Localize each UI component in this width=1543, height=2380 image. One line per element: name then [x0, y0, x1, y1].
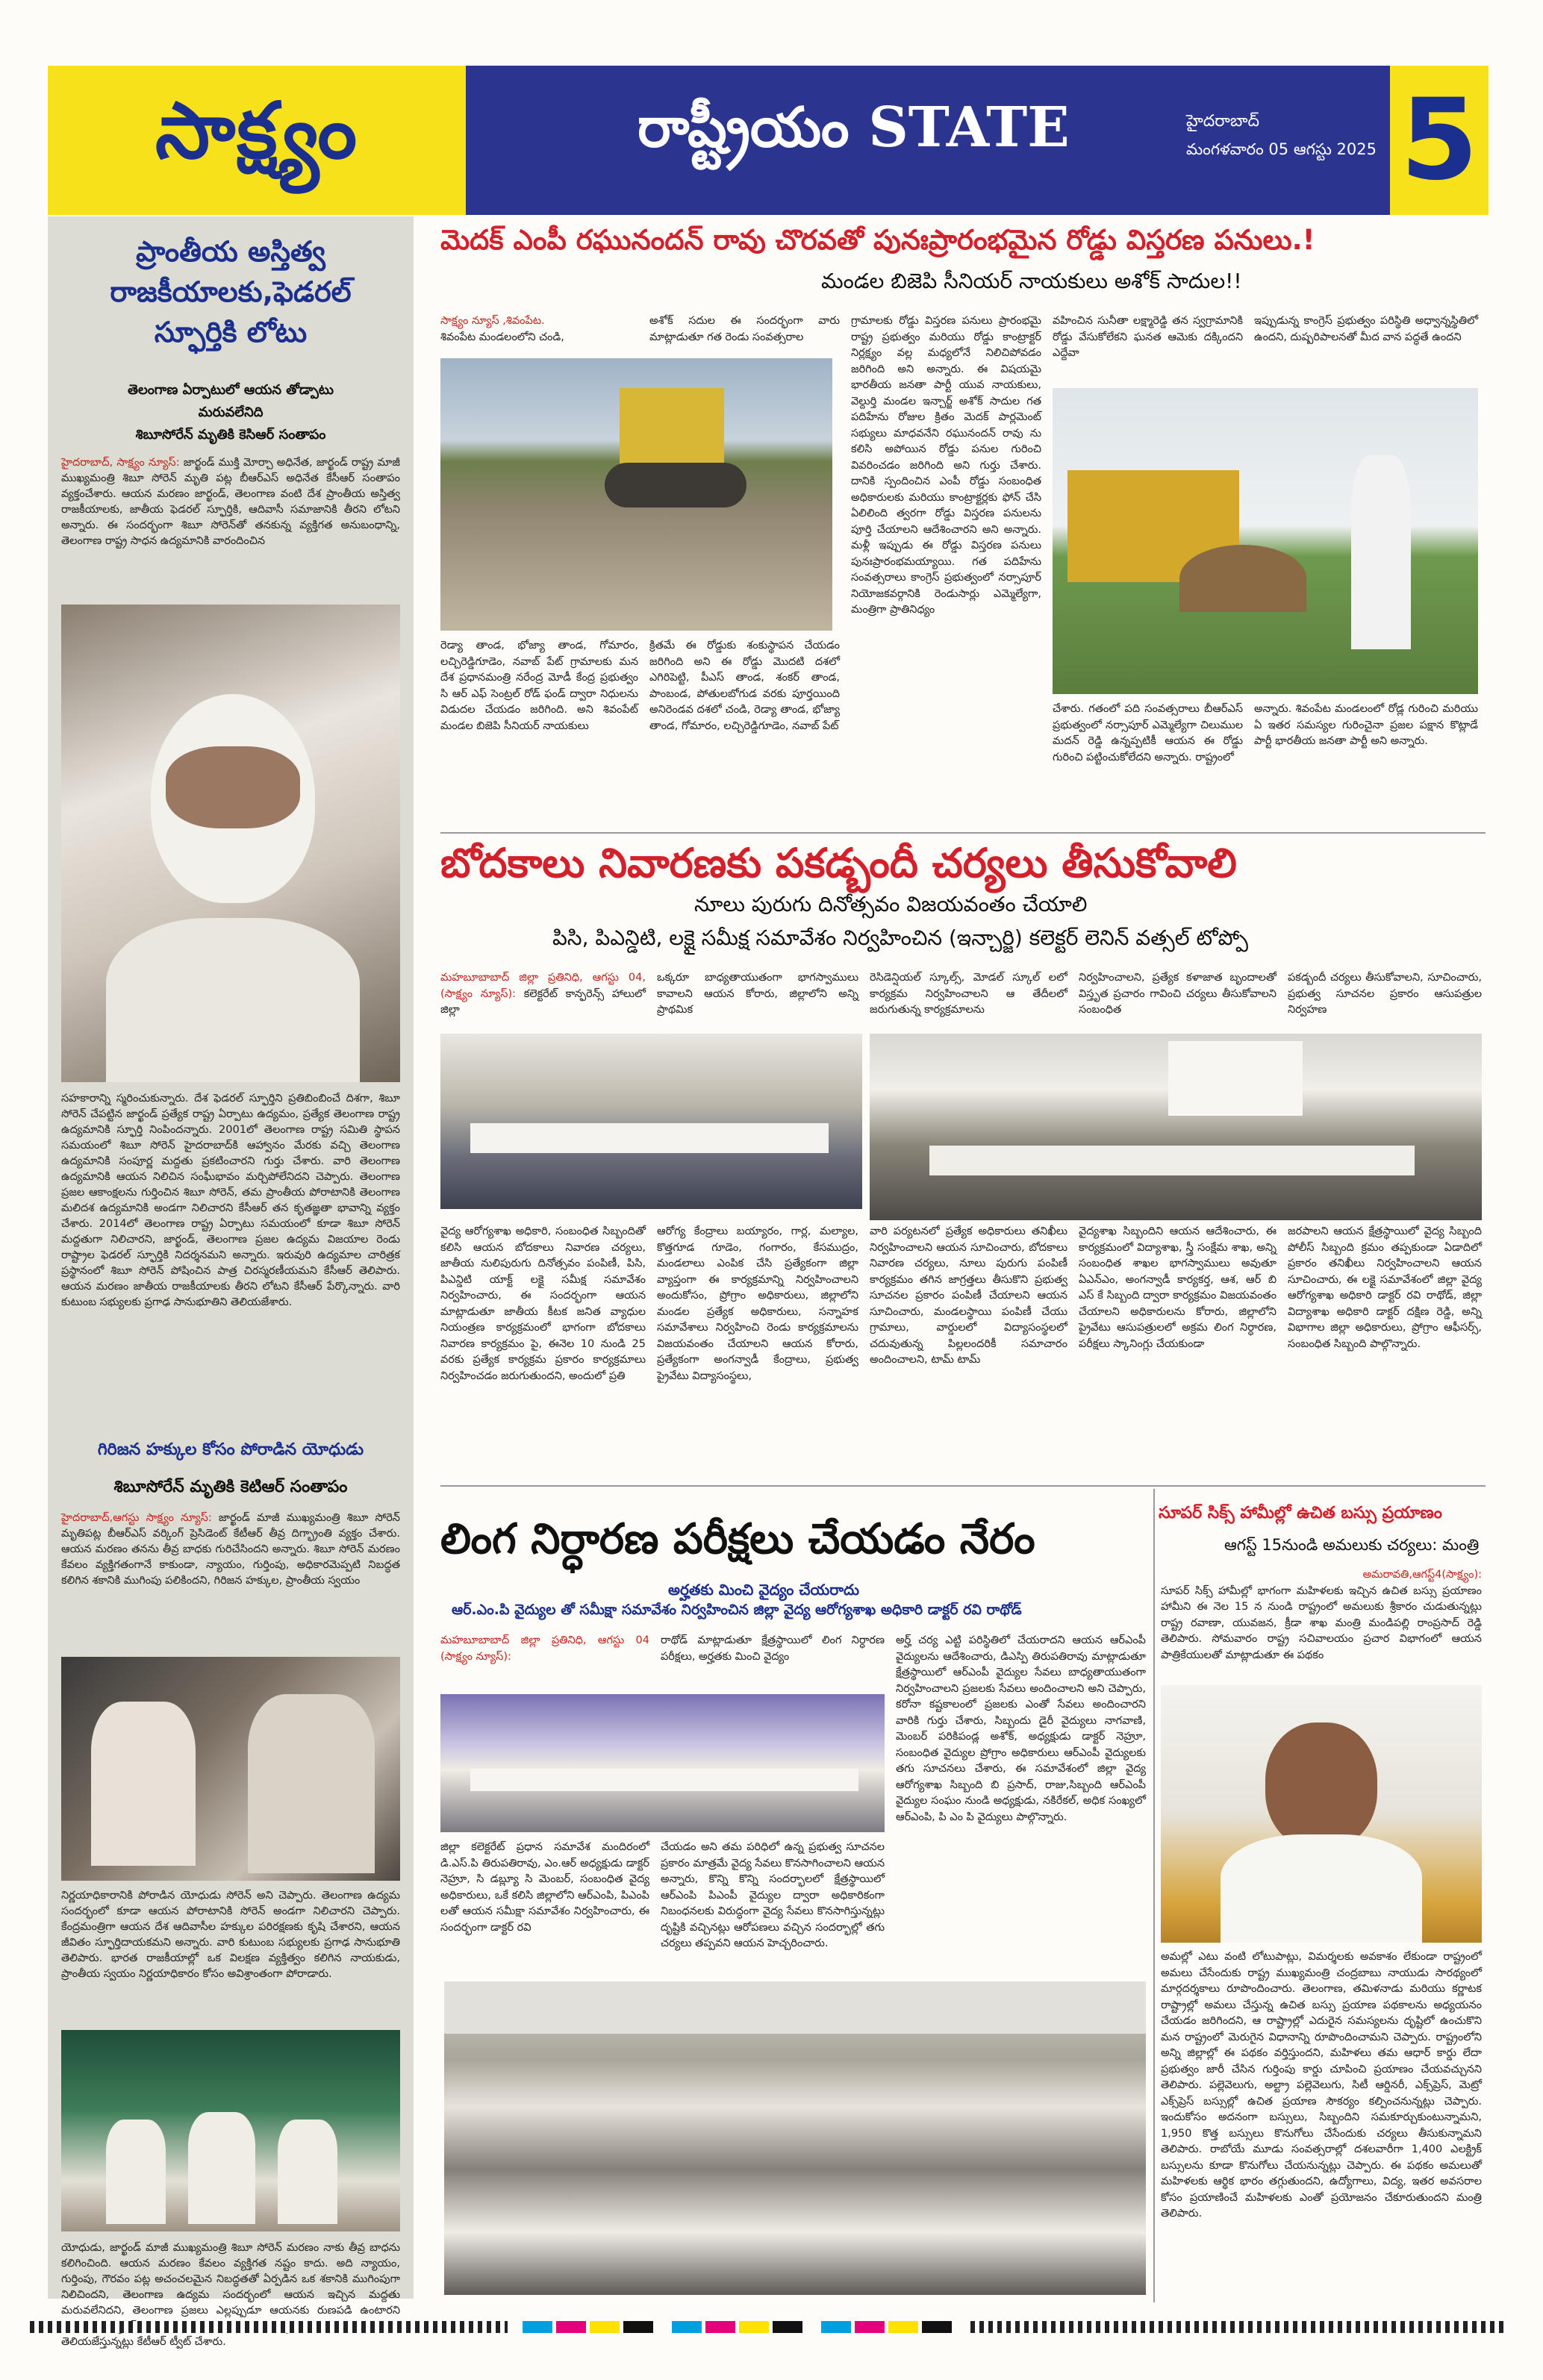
left-headline-2: గిరిజన హక్కుల కోసం పోరాడిన యోధుడు — [97, 1440, 364, 1459]
article2-subhead-2: పిసి, పిఎన్డిటి, లక్షై సమీక్ష సమావేశం నిర్వహించిన (ఇన్చార్జి) కలెక్టర్ లెనిన్ వత్సల్ టోప్పో — [552, 925, 1249, 950]
cyan-swatch — [523, 2321, 552, 2333]
registration-marks — [970, 2321, 1508, 2333]
paragraph: నిర్ణయాధికారానికి పోరాడిన యోధుడు సోరెన్ అని చెప్పారు. తెలంగాణ ఉద్యమ సందర్భంలో కూడా ఆయన పోరాటానికి సోరెన్ అండగా నిలిచారని చెప్పారు. కేంద్రమంత్రిగా ఆయన దేశ ఆదివాసీల హక్కుల పరిరక్షణకు కృషి చేశారని, ఆయన జీవితం స్ఫూర్తిదాయకమని అన్నారు. వారి కుటుంబ సభ్యులకు ప్రగాఢ సానుభూతి తెలిపారు. భారత రాజకీయాల్లో ఒక విలక్షణ వ్యక్తిత్వం కలిగిన నాయకుడు, ప్రాంతీయ స్వయం నిర్ణయాధికారం కోసం అవిశ్రాంతంగా పోరాడారు. — [61, 1890, 400, 1980]
article2-top-col5: పకడ్బందీ చర్యలు తీసుకోవాలని, సూచించారు, ప్రభుత్వ సూచనల ప్రకారం ఆసుపత్రుల నిర్వహణ — [1288, 972, 1482, 1016]
left-subhead-line: శిబూసోరేన్ మృతికి కెసిఆర్ సంతాపం — [135, 427, 326, 443]
paragraph: యోధుడు, జార్ఖండ్ మాజీ ముఖ్యమంత్రి శిబూ సోరెన్ మరణం నాకు తీవ్ర బాధను కలిగించింది. ఆయన మరణం కేవలం వ్యక్తిగత నష్టం కాదు. అది న్యాయం, గుర్తింపు, గౌరవం పట్ల అచంచలమైన నిబద్ధతతో ఏర్పడిన ఒక శకానికి ముగింపుగా నిలిచిందని, తెలంగాణ ఉద్యమ సందర్భంలో ఆయన ఇచ్చిన మద్దతు మరువలేనిదని, తెలంగాణ ప్రజలు ఎల్లప్పుడూ ఆయనకు రుణపడి ఉంటారని తెలియజేస్తున్నట్లు కేటీఆర్ ట్వీట్ చేశారు. — [61, 2242, 400, 2348]
left-body-5 — [61, 2240, 400, 2348]
article3-top-col2: రాథోడ్ మాట్లాడుతూ క్షేత్రస్థాయిలో లింగ నిర్ధారణ పరీక్షలు, అర్హతకు మించి వైద్యం — [661, 1634, 885, 1663]
magenta-swatch — [705, 2321, 735, 2333]
review-meeting-photo-2 — [870, 1034, 1482, 1220]
shibu-soren-photo — [61, 605, 400, 1082]
article3-subhead-2: ఆర్.ఎం.పి వైద్యుల తో సమీక్షా సమావేశం నిర్వహించిన జిల్లా వైద్య ఆరోగ్యశాఖ అధికారి డాక్టర్ రవి రాథోడ్ — [452, 1602, 1022, 1618]
registration-marks — [30, 2321, 508, 2333]
article1-col5-bottom: అన్నారు. శివంపేట మండలంలో రోడ్ల గురించి మరియు ఏ ఇతర సమస్యల గురించైనా ప్రజల పక్షాన కొట్లాడే పార్టీ భారతీయ జనతా పార్టీ అని అన్నారు. — [1254, 703, 1478, 747]
article2-top-col3: రెసిడెన్షియల్ స్కూల్స్, మోడల్ స్కూల్ లలో కార్యక్రమ నిర్వహించాలని ఆ తేదీలలో జరుగుతున్న కార్యక్రమాలను — [870, 972, 1067, 1016]
article3-headline: లింగ నిర్ధారణ పరీక్షలు చేయడం నేరం — [440, 1515, 1035, 1564]
article2-top-col1 — [440, 970, 646, 1026]
dateline: సాక్ష్యం న్యూస్ ,శివంపేట. — [440, 315, 545, 327]
ktr-meeting-photo — [61, 1657, 400, 1881]
dateline: మహబూబాబాద్ జిల్లా ప్రతినిధి, ఆగస్టు 04, (సాక్ష్యం న్యూస్): — [440, 972, 646, 1000]
minister-photo — [1161, 1685, 1482, 1943]
dateline: హైదరాబాద్, సాక్ష్యం న్యూస్: — [61, 457, 180, 469]
public-event-photo — [61, 2030, 400, 2231]
paragraph: జార్ఖండ్ ముక్తి మోర్చా అధినేత, జార్ఖండ్ రాష్ట్ర మాజీ ముఖ్యమంత్రి శిబూ సోరెన్ మృతి పట్ల బీఆర్ఎస్ అధినేత కేసీఆర్ సంతాపం వ్యక్తంచేశారు. ఆయన మరణం జార్ఖండ్, తెలంగాణ వంటి దేశ ప్రాంతీయ అస్తిత్వ రాజకీయాలకు, జాతీయ ఫెడరల్ స్ఫూర్తికి, ఆదివాసీ సమాజానికి తీరని లోటని అన్నారు. ఈ సందర్భంగా శిబూ సోరెన్‌తో తనకున్న వ్యక్తిగత అనుబంధాన్ని, తెలంగాణ రాష్ట్ర సాధన ఉద్యమానికి వారందించిన — [61, 457, 400, 547]
left-headline-line: ప్రాంతీయ అస్తిత్వ — [136, 235, 325, 268]
cyan-swatch — [672, 2321, 702, 2333]
print-registration-strip — [0, 2314, 1543, 2343]
divider — [440, 1485, 1486, 1487]
left-subhead-line: మరువలేనిది — [198, 405, 264, 420]
paragraph: జార్ఖండ్ మాజీ ముఖ్యమంత్రి శిబూ సోరెన్ మృతిపట్ల బీఆర్ఎస్ వర్కింగ్ ప్రెసిడెంట్ కేటీఆర్ తీవ్ర దిగ్భ్రాంతి వ్యక్తం చేశారు. ఆయన మరణం తనను తీవ్ర బాధకు గురిచేసిందని అన్నారు. శిబూ సోరెన్ మరణం కేవలం వ్యక్తిగతంగానే కాకుండా, న్యాయం, గుర్తింపు, అధికారమెప్పటి నిబద్ధత కలిగిన శకానికి ముగింపు పలికిందని, గిరిజన హక్కుల, ప్రాంతీయ స్వయం — [61, 1512, 400, 1587]
masthead — [48, 66, 1489, 215]
article1-subhead: మండల బిజెపి సీనియర్ నాయకులు అశోక్ సాదుల!! — [821, 269, 1242, 293]
section-bar — [466, 66, 1384, 215]
article4-headline: సూపర్ సిక్స్ హామీల్లో ఉచిత బస్సు ప్రయాణం — [1159, 1504, 1442, 1522]
article1-col5-top: ఇప్పుడున్న కాంగ్రెస్ ప్రభుత్వం పరిస్థితి అధ్వాన్నస్థితిలో ఉందని, దుష్పరిపాలనతో మీద వాన పద్ధతే ఉందని — [1254, 315, 1478, 343]
date-label: మంగళవారం 05 ఆగస్టు 2025 — [1186, 140, 1377, 158]
article2-col4: వైద్యశాఖ సిబ్బందిని ఆయన ఆదేశించారు, ఈ కార్యక్రమంలో విద్యాశాఖ, స్త్రీ సంక్షేమ శాఖ, అన్ని సంబంధిత శాఖల భాగస్వాములు అవుతూ ఏఎన్ఎం, అంగన్వాడీ కార్యకర్త, ఆశ, ఆర్ బి ఎస్ కే సిబ్బంది ద్వారా కార్యక్రమం విజయవంతం చేయాలని అధికారులను కోరారు, జిల్లాలోని ప్రైవేటు ఆసుపత్రులలో అక్రమ లింగ నిర్ధారణ, పరీక్షలు స్కానింగ్లు చేయకుండా — [1079, 1225, 1277, 1350]
yellow-swatch — [590, 2321, 620, 2333]
article3-col1: జిల్లా కలెక్టరేట్ ప్రధాన సమావేశ మందిరంలో డి.ఎస్.పి తిరుపతిరావు, ఎం.ఆర్ అధ్యక్షుడు డాక్టర్ నెహ్రూ, సి డబ్ల్యూ సి మెంబర్, సంబంధిత వైద్య అధికారులు, ఒకే కలిసి జిల్లాలోని ఆర్ఎంపి, పిఎంపి లతో ఆయన సమీక్షా సమావేశం నిర్వహించారు, ఈ సందర్భంగా డాక్టర్ రవి — [440, 1841, 649, 1934]
yellow-swatch — [888, 2321, 918, 2333]
article2-col3: వారి పర్యటనలో ప్రత్యేక అధికారులు తనిఖీలు నిర్వహించాలని ఆయన సూచించారు, బోదకాలు నివారణ చర్యలు, నూలు పురుగు పంపిణీ కార్యక్రమం తగిన జాగ్రత్తలు తీసుకొని ప్రభుత్వ సూచనల ప్రకారం పంపిణీ చేయాలని ఆయన సూచించారు, మండలస్థాయి పంపిణీ చేయు గ్రామాలు, వార్డులలో విద్యాసంస్థలలో చదువుతున్న పిల్లలందరికీ సమాచారం అందించాలని, టామ్ టామ్ — [870, 1225, 1067, 1366]
paragraph: సూపర్ సిక్స్ హామీల్లో భాగంగా మహిళలకు ఇచ్చిన ఉచిత బస్సు ప్రయాణం హామీని ఈ నెల 15 న నుండి రాష్ట్రంలో అమలుకు శ్రీకారం చుడుతున్నట్లు రాష్ట్ర రవాణా, యువజన, క్రీడా శాఖ మంత్రి మండిపల్లి రాంప్రసాద్ రెడ్డి తెలిపారు. సోమవారం రాష్ట్ర సచివాలయం ప్రచార విభాగంలో ఆయన పాత్రికేయులతో మాట్లాడుతూ ఈ పథకం — [1161, 1584, 1482, 1661]
rmp-meeting-photo — [440, 1694, 885, 1832]
article1-col4-bottom: చేశారు. గతంలో పది సంవత్సరాలు బీఆర్ఎస్ ప్రభుత్వంలో నర్సాపూర్ ఎమ్మెల్యేగా చిలుముల మదన్ రెడ్డి ఉన్నప్పటికీ ఆయన ఈ రోడ్డు గురించి పట్టించుకోలేదని అన్నారు. రాష్ట్రంలో — [1053, 703, 1243, 763]
logo-text: సాక్ష్యం — [155, 85, 359, 176]
magenta-swatch — [556, 2321, 586, 2333]
article3-col3: అర్హ్ చర్య ఎట్టి పరిస్థితిలో చేయరాదని ఆయన ఆర్ఎంపీ వైద్యులను ఆదేశించారు, డిఎస్పి తిరుపతిరావు మాట్లాడుతూ క్షేత్రస్థాయిలో ఆర్ఎంపీ వైద్యుల సేవలు బాధ్యతాయుతంగా నిర్వహించాలని ప్రజలకు సేవలు అందించాలని అని చెప్పారు, కరోనా కష్టకాలంలో ప్రజలకు ఎంతో సేవలు అందించారని వారికి గుర్తు చేశారు, సిబ్బందు డైరీ వైద్యులు నాగవాణి, మెంబర్ పరికిపండ్ల అశోక్, అధ్యక్షుడు డాక్టర్ నెహ్రూ, సంబంధిత వైద్యుల ప్రోగ్రాం అధికారులు ఆర్ఎంపీ వైద్యులకు తగు సూచనలు చేశారు, ఈ సమావేశంలో జిల్లా వైద్య ఆరోగ్యశాఖ సిబ్బంది బి ప్రసాద్, రాజు,సిబ్బంది ఆర్ఎంపీ వైద్యుల సంఘం నుండి అధ్యక్షుడు, నకిరేకల్, అధిక సంఖ్యలో ఆర్ఎంపి, పి ఎం పి వైద్యులు పాల్గొన్నారు. — [896, 1634, 1146, 1823]
left-headline-line: రాజకీయాలకు,ఫెడరల్ — [110, 275, 352, 308]
left-body-1 — [61, 455, 400, 597]
left-subhead — [61, 379, 400, 446]
left-headline-line: స్ఫూర్తికి లోటు — [154, 316, 308, 349]
left-subhead-2: శిబూసోరేన్ మృతికి కెటిఆర్ సంతాపం — [113, 1478, 348, 1496]
cyan-swatch — [821, 2321, 851, 2333]
article2-col2: ఆరోగ్య కేంద్రాలు బయ్యారం, గార్ల, మల్యాల, కొత్తగూడ గూడెం, గంగారం, కేసముద్రం, మండలాలు ఎంపిక చేసి ప్రత్యేకంగా జిల్లా వ్యాప్తంగా ఈ కార్యక్రమాన్ని నిర్వహించాలని అందుకోసం, ప్రోగ్రాం అధికారులు, జిల్లాలోని మండల ప్రత్యేక అధికారులు, సన్నాహక సమావేశాలు నిర్వహించి రెండు కార్యక్రమాలను విజయవంతం చేయాలని ఆయన కోరారు, ప్రత్యేకంగా అంగన్వాడీ కేంద్రాలు, ప్రభుత్వ ప్రైవేటు విద్యాసంస్థలు, — [657, 1225, 858, 1382]
truck-unloading-photo — [1053, 388, 1478, 694]
newspaper-logo — [48, 66, 466, 215]
left-body-2 — [61, 1091, 400, 1419]
article1-col1-top — [440, 313, 638, 354]
article2-col5: జరపాలని ఆయన క్షేత్రస్థాయిలో వైద్య సిబ్బంది పోలీస్ సిబ్బంది క్రమం తప్పకుండా ఏడాదిలో ప్రకారం తనిఖీలు నిర్వహించాలని ఆయన సూచించారు, ఈ లక్షై సమావేశంలో జిల్లా వైద్య ఆరోగ్యశాఖ అధికారి డాక్టర్ రవి రాథోడ్, జిల్లా విద్యాశాఖ అధికారి డాక్టర్ దక్షిణ రెడ్డి, అన్ని విభాగాల జిల్లా అధికారులు, ప్రోగ్రాం ఆఫీసర్స్, సంబంధిత సిబ్బంది పాల్గొన్నారు. — [1288, 1225, 1482, 1350]
paragraph: సహకారాన్ని స్మరించుకున్నారు. దేశ ఫెడరల్ స్ఫూర్తిని ప్రతిబింబించే దిశగా, శిబూ సోరెన్ చేపట్టిన జార్ఖండ్ ప్రత్యేక రాష్ట్ర ఏర్పాటు ఉద్యమం, ప్రత్యేక తెలంగాణ రాష్ట్ర ఉద్యమానికి స్ఫూర్తి నింపిందన్నారు. 2001లో తెలంగాణ రాష్ట్ర సమితి స్థాపన సమయంలో శిబూ సోరెన్ హైదరాబాద్‌కి ఆహ్వానం మేరకు వచ్చి తెలంగాణ ఉద్యమానికి సంపూర్ణ మద్దతు ప్రకటించారని గుర్తు చేశారు. వారి తెలంగాణ ఉద్యమానికి ఆయన నిలిచిన సంఘీభావం మర్చిపోలేనిదని చెప్పారు. తెలంగాణ ప్రజల ఆకాంక్షలను గుర్తించిన శిబూ సోరెన్, తమ ప్రాంతీయ పోరాటానికి తెలంగాణ మలిదశ ఉద్యమానికి అండగా నిలిచారని కేసీఆర్ తన కృతజ్ఞతా భావాన్ని వ్యక్తం చేశారు. 2014లో తెలంగాణ రాష్ట్ర ఏర్పాటు సమయంలో కూడా శిబూ సోరెన్ మద్దతుగా నిలిచారని, జార్ఖండ్, తెలంగాణ ప్రజల ఉద్యమ విజయాల రెండు రాష్ట్రాల ఫెడరల్ స్ఫూర్తికి నిదర్శనమని అన్నారు. ఇరువురి ఉద్యమాల చారిత్రక ప్రస్థానంలో శిబూ సోరెన్ పోషించిన పాత్ర చిరస్మరణీయమని కేసీఆర్ తెలిపారు. ఆయన మరణం జాతీయ రాజకీయాలకు తీరని లోటని కేసీఆర్ పేర్కొన్నారు. వారి కుటుంబ సభ్యులకు ప్రగాఢ సానుభూతిని తెలియజేశారు. — [61, 1093, 400, 1308]
page-number-box — [1384, 66, 1489, 215]
article1-col1-bottom: రెడ్యా తాండ, భోజ్యా తాండ, గోమారం, లచ్చిరెడ్డిగూడెం, నవాబ్ పేట్ గ్రామాలకు మన దేశ ప్రధానమంత్రి నరేంద్ర మోడీ కేంద్ర ప్రభుత్వం సి ఆర్ ఎఫ్ సెంట్రల్ రోడ్ ఫండ్ ద్వారా నిధులను విడుదల చేయడం జరిగింది. అని శివంపేట్ మండల బిజెపి సీనియర్ నాయకులు — [440, 640, 638, 732]
article4-body: అమల్లో ఎటు వంటి లోటుపాట్లు, విమర్శలకు అవకాశం లేకుండా రాష్ట్రంలో అమలు చేసేందుకు రాష్ట్ర ముఖ్యమంత్రి చంద్రబాబు నాయుడు సారథ్యంలో మార్గదర్శకాలు రూపొందించారు. తెలంగాణ, తమిళనాడు మరియు కర్ణాటక రాష్ట్రాల్లో అమలు చేస్తున్న ఉచిత బస్సు ప్రయాణ పథకాలను అధ్యయనం చేయడం జరిగిందని, ఆ రాష్ట్రాల్లో ఎదురైన సమస్యలను దృష్టిలో ఉంచుకొని మన రాష్ట్రంలో మెరుగైన విధానాన్ని రూపొందించామని చెప్పారు. రాష్ట్రంలోని అన్ని జిల్లాల్లో ఈ పథకం వర్తిస్తుందని, మహిళలు తమ ఆధార్ కార్డు లేదా ప్రభుత్వం జారీ చేసిన గుర్తింపు కార్డు చూపించి ప్రయాణం చేయవచ్చునని తెలిపారు. పల్లెవెలుగు, అల్ట్రా పల్లెవెలుగు, సిటీ ఆర్డినరీ, ఎక్స్‌ప్రెస్, మెట్రో ఎక్స్‌ప్రెస్ బస్సుల్లో ఉచిత ప్రయాణ సౌకర్యం కల్పించనున్నట్లు చెప్పారు. ఇందుకోసం అదనంగా బస్సులు, సిబ్బందిని సమకూర్చుకుంటున్నామని, 1,950 కొత్త బస్సులు కొనుగోలు చేసేందుకు చర్యలు తీసుకున్నామని తెలిపారు. రాబోయే మూడు సంవత్సరాల్లో దశలవారీగా 1,400 ఎలక్ట్రిక్ బస్సులను కూడా కొనుగోలు చేయనున్నట్లు చెప్పారు. ఈ పథకం అమలుతో మహిళలకు ఆర్థిక భారం తగ్గుతుందని, ఉద్యోగాలు, విద్య, ఇతర అవసరాల కోసం ప్రయాణించే మహిళలకు ఎంతో ప్రయోజనం చేకూరుతుందని మంత్రి తెలిపారు. — [1161, 1951, 1482, 2220]
article2-col1: వైద్య ఆరోగ్యశాఖ అధికారి, సంబంధిత సిబ్బందితో కలిసి ఆయన బోదకాలు నివారణ చర్యలు, జాతీయ నులిపురుగు దినోత్సవం పంపిణీ, పిసి, పిఎన్డిటి యాక్ట్ లక్షై సమీక్ష సమావేశం నిర్వహించారు, ఈ సందర్భంగా ఆయన మాట్లాడుతూ జాతీయ కీటక జనిత వ్యాధుల నియంత్రణ కార్యక్రమంలో భాగంగా బోదకాలు నివారణ కార్యక్రమం పై, ఈనెల 10 నుండి 25 వరకు ప్రత్యేక కార్యక్రమ ప్రకారం కార్యక్రమాలు నిర్వహించడం జరుగుతుందని, అందులో ప్రతి — [440, 1225, 646, 1382]
article1-col2-top: అశోక్ సదుల ఈ సందర్భంగా వారు మాట్లాడుతూ గత రెండు సంవత్సరాల — [649, 315, 840, 343]
article2-headline: బోదకాలు నివారణకు పకడ్బందీ చర్యలు తీసుకోవాలి — [440, 840, 1237, 887]
dateline: అమరావతి,ఆగస్ట్4(సాక్ష్యం): — [1362, 1569, 1482, 1581]
black-swatch — [922, 2321, 952, 2333]
black-swatch — [773, 2321, 802, 2333]
section-title: రాష్ట్రీయం STATE — [638, 96, 1070, 160]
article4-subhead: ఆగస్ట్ 15నుండి అమలుకు చర్యలు: మంత్రి — [1224, 1536, 1480, 1554]
magenta-swatch — [855, 2321, 885, 2333]
article1-headline: మెదక్ ఎంపీ రఘునందన్ రావు చొరవతో పునఃప్రారంభమైన రోడ్డు విస్తరణ పనులు.! — [440, 224, 1315, 256]
left-body-3 — [61, 1511, 400, 1652]
review-meeting-photo-1 — [440, 1034, 862, 1209]
article1-col2-bottom: క్రితమే ఈ రోడ్డుకు శంకుస్థాపన చేయడం జరిగింది అని ఈ రోడ్డు మొదటి దశలో ఎగిరిపెట్టి, పీఎస్ తాండ, శంకర్ తాండ, పాంబండ, పోతులబోగుడ వరకు పూర్తయింది అనిరెండవ దశలో చండి, రెడ్యా తాండ, భోజ్యా తాండ, గోమారం, లచ్చిరెడ్డిగూడెం, నవాబ్ పేట్ — [649, 640, 840, 732]
road-roller-photo — [440, 358, 832, 631]
paragraph: శివంపేట మండలంలోని చండి, — [440, 331, 564, 343]
left-column-article — [48, 216, 414, 2348]
dateline: మహబూబాబాద్ జిల్లా ప్రతినిధి, ఆగస్టు 04 (సాక్ష్యం న్యూస్): — [440, 1634, 649, 1663]
paragraph: కలెక్టరేట్ కాన్ఫరెన్స్ హాలులో జిల్లా — [440, 987, 646, 1016]
divider — [440, 832, 1486, 834]
left-subhead-line: తెలంగాణ ఏర్పాటులో ఆయన తోడ్పాటు — [128, 382, 334, 398]
black-swatch — [623, 2321, 653, 2333]
article2-subhead-1: నూలు పురుగు దినోత్సవం విజయవంతం చేయాలి — [694, 892, 1088, 916]
page-number: 5 — [1400, 75, 1479, 205]
article2-top-col4: నిర్వహించాలని, ప్రత్యేక కళాజాత బృందాలతో విస్తృత ప్రచారం గావించి చర్యలు తీసుకోవాలని సంబంధిత — [1079, 972, 1277, 1016]
left-body-4 — [61, 1888, 400, 2023]
article3-dateline — [440, 1633, 649, 1670]
article4-intro — [1161, 1567, 1482, 1679]
article3-col2: చేయడం అని తమ పరిధిలో ఉన్న ప్రభుత్వ సూచనల ప్రకారం మాత్రమే వైద్య సేవలు కొనసాగించాలని ఆయన అన్నారు, కొన్ని కొన్ని సందర్భాలలో క్షేత్రస్థాయిలో ఆర్ఎంపి పిఎంపీ వైద్యుల ద్వారా అధికారికంగా నిబంధనలకు విరుద్ధంగా వైద్య సేవలు కొనసాగిస్తున్నట్లు దృష్టికి వచ్చినట్లు ఆరోపణలు వచ్చిన సందర్భాల్లో తగు చర్యలు తప్పవని ఆయన హెచ్చరించారు. — [661, 1841, 885, 1949]
yellow-swatch — [739, 2321, 769, 2333]
column-divider — [1153, 1489, 1155, 2302]
article3-subhead-1: అర్హతకు మించి వైద్యం చేయరాదు — [668, 1581, 860, 1599]
city-label: హైదరాబాద్ — [1186, 112, 1259, 131]
article1-col3: గ్రామాలకు రోడ్డు విస్తరణ పనులు ప్రారంభమై రాష్ట్ర ప్రభుత్వం మరియు రోడ్డు కాంట్రాక్టర్ నిర్లక్ష్యం వల్ల మధ్యలోనే నిలిచిపోవడం జరిగింది అని అన్నారు. ఈ విషయమై భారతీయ జనతా పార్టీ యువ నాయకులు, వెల్దుర్తి మండల ఇన్చార్జ్ అశోక్ సాదుల గత పదిహేను రోజుల క్రితం మెదక్ పార్లమెంట్ సభ్యులు మాధవనేని రఘునందన్ రావు ను కలిసి అపోయిన రోడ్డు పనుల గురించి వివరించడం జరిగింది అని గుర్తు చేశారు. దానికి స్పందించిన ఎంపీ రోడ్డు సంబంధిత అధికారులకు మరియు కాంట్రాక్టర్లకు ఫోన్ చేసి ఏలిలింది త్వరగా రోడ్డు విస్తరణ పనులను పూర్తి చేయాలని ఆదేశించారని అని అన్నారు. మళ్లీ ఇప్పుడు ఈ రోడ్డు విస్తరణ పనులు పునఃప్రారంభమయ్యాయి. గత పదిహేను సంవత్సరాలు కాంగ్రెస్ ప్రభుత్వంలో నర్సాపూర్ నియోజకవర్గానికి రెండుసార్లు ఎమ్మెల్యేగా, మంత్రిగా ప్రాతినిధ్యం — [851, 315, 1041, 616]
left-headline — [61, 231, 400, 352]
rmp-audience-photo — [444, 1981, 1146, 2295]
article1-col4-top: వహించిన సునీతా లక్ష్మారెడ్డి తన స్వగ్రామానికి రోడ్డు వేసుకోలేకని ఘనత ఆమెకు దక్కిందని ఎద్దేవా — [1053, 315, 1243, 359]
dateline: హైదరాబాద్,ఆగస్టు సాక్ష్యం న్యూస్: — [61, 1512, 212, 1524]
article2-top-col2: ఒక్కరూ బాధ్యతాయుతంగా భాగస్వాములు కావాలని ఆయన కోరారు, జిల్లాలోని అన్ని ప్రాథమిక — [657, 972, 858, 1016]
